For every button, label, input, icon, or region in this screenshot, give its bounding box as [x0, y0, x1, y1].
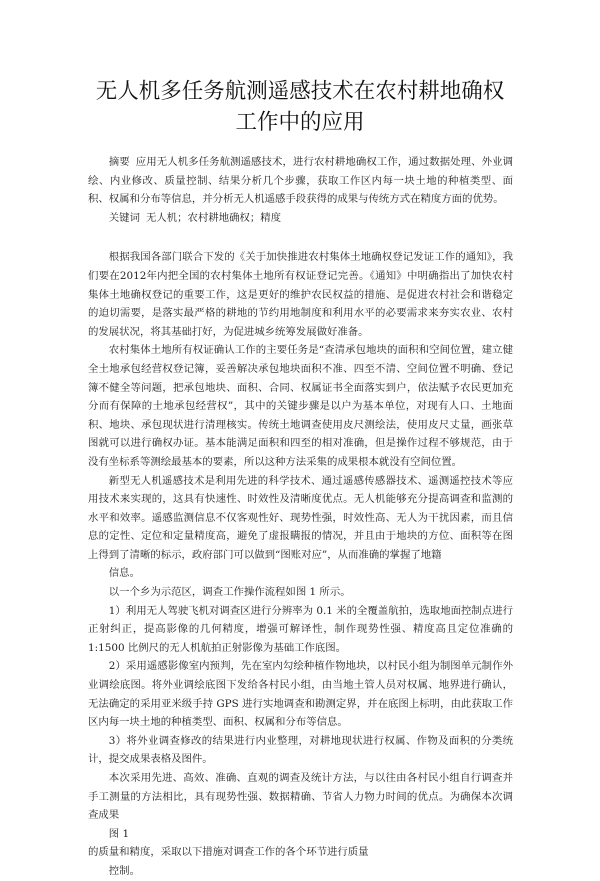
paragraph-step-2: 2）采用遥感影像室内预判，先在室内勾绘种植作物地块，以村民小组为制图单元制作外业调绘底图。将外业调绘底图下发给各村民小组，由当地土管人员对权属、地界进行确认，无法确定的采用亚米级手持 GPS 进行实地调查和勘测定界，并在底图上标明，由此获取工作区内每一块土地的种植类型、面积、权属和分布等信息。: [88, 660, 513, 729]
paragraph-intro: 根据我国各部门联合下发的《关于加快推进农村集体土地确权登记发证工作的通知》，我们要在2012年内把全国的农村集体土地所有权证登记完善。《通知》中明确指出了加快农村集体土地确权登记的重要工作，这是更好的维护农民权益的措施、是促进农村社会和谐稳定的迫切需要，是落实最严格的耕地的节约用地制度和利用水平的必要需求来夯实农业、农村的发展状况，将其基础打好，为促进城乡统筹发展做好准备。: [88, 251, 513, 338]
paragraph-info: 信息。: [108, 567, 140, 580]
paragraph-control: 控制。: [108, 864, 140, 877]
abstract: [88, 153, 513, 209]
paper-title: [60, 76, 540, 138]
title-line-2: 工作中的应用: [235, 110, 365, 135]
paragraph-task: 农村集体土地所有权证确认工作的主要任务是“查清承包地块的面积和空间位置，建立健全土地承包经营权登记簿，妥善解决承包地块面积不准、四至不清、空间位置不明确、登记簿不健全等问题，把承包地块、面积、合同、权属证书全面落实到户，依法赋予农民更加充分而有保障的土地承包经营权”，其中的关键步骤是以户为基本单位，对现有人口、土地面积、地块、承包现状进行清理核实。传统土地调查使用皮尺测绘法，使用皮尺丈量，画张草图就可以进行确权办证。基本能满足面积和四至的相对准确，但是操作过程不够规范，由于没有坐标系等测绘最基本的要素，所以这种方法采集的成果根本就没有空间位置。: [88, 344, 513, 468]
paragraph-summary: 本次采用先进、高效、准确、直观的调查及统计方法，与以往由各村民小组自行调查并手工测量的方法相比，具有现势性强、数据精确、节省人力物力时间的优点。为确保本次调查成果: [88, 772, 513, 822]
keywords-text: 无人机；农村耕地确权；精度: [145, 211, 282, 224]
keywords-label: 关键词: [108, 211, 140, 224]
paragraph-uav-tech: 新型无人机遥感技术是利用先进的科学技术、通过遥感传感器技术、遥测遥控技术等应用技术来实现的，这具有快速性、时效性及清晰度优点。无人机能够充分提高调查和监测的水平和效率。遥感监测信息不仅客观性好、现势性强，时效性高、无人为干扰因素，而且信息的定性、定位和定量精度高，避免了虚报瞒报的情况，并且由于地块的方位、面积等在图上得到了清晰的标示，政府部门可以做到“图账对应”，从而准确的掌握了地籍: [88, 474, 513, 561]
title-line-1: 无人机多任务航测遥感技术在农村耕地确权: [95, 79, 505, 104]
abstract-text: 应用无人机多任务航测遥感技术，进行农村耕地确权工作，通过数据处理、外业调绘、内业修改、质量控制、结果分析几个步骤，获取工作区内每一块土地的种植类型、面积、权属和分布等信息，并分析无人机遥感手段获得的成果与传统方式在精度方面的优势。: [88, 156, 514, 206]
figure-label: 图 1: [108, 827, 130, 840]
abstract-label: 摘要: [108, 156, 130, 168]
paragraph-step-1: 1）利用无人驾驶飞机对调查区进行分辨率为 0.1 米的全覆盖航拍，选取地面控制点进行正射纠正，提高影像的几何精度，增强可解译性，制作现势性强、精度高且定位准确的 1:1500 比例尺的无人机航拍正射影像为基础工作底图。: [88, 604, 513, 654]
keywords: [88, 209, 513, 228]
paragraph-demo-area: 以一个乡为示范区，调查工作操作流程如图 1 所示。: [108, 586, 351, 599]
paragraph-step-3: 3）将外业调查修改的结果进行内业整理，对耕地现状进行权属、作物及面积的分类统计，提交成果表格及图件。: [88, 734, 513, 766]
paper-body: [88, 153, 513, 881]
paragraph-quality: 的质量和精度，采取以下措施对调查工作的各个环节进行质量: [88, 846, 369, 859]
